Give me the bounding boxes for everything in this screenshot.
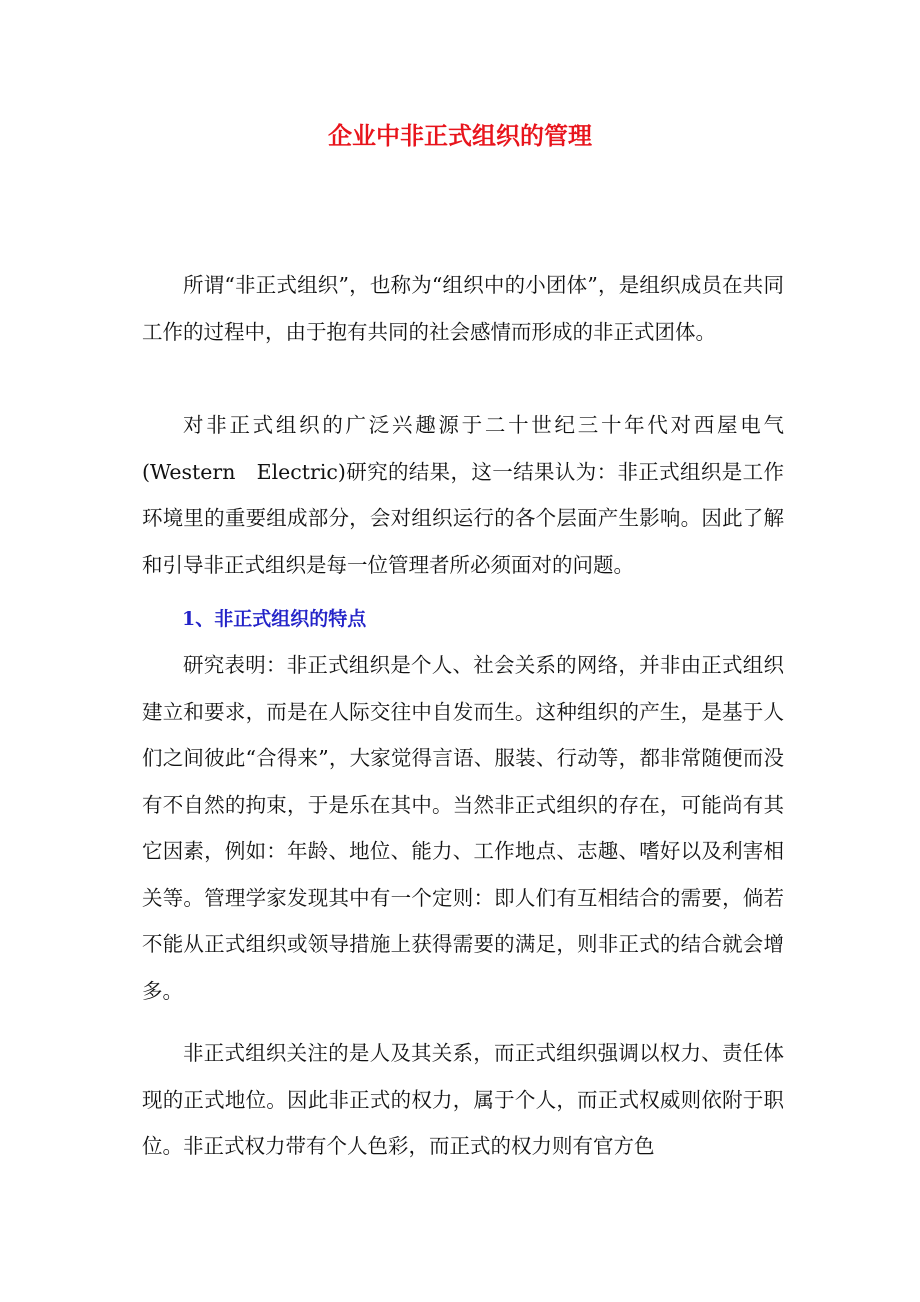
document-title: 企业中非正式组织的管理	[328, 121, 592, 150]
paragraph-background: 对非正式组织的广泛兴趣源于二十世纪三十年代对西屋电气(Western Electric)研究的结果，这一结果认为：非正式组织是工作环境里的重要组成部分，会对组织运行的各个层面产生影响。因此了解和引导非正式组织是每一位管理者所必须面对的问题。	[142, 413, 784, 577]
paragraph-power: 非正式组织关注的是人及其关系，而正式组织强调以权力、责任体现的正式地位。因此非正式的权力，属于个人，而正式权威则依附于职位。非正式权力带有个人色彩，而正式的权力则有官方色	[142, 1041, 784, 1158]
section-heading: 1、非正式组织的特点	[182, 608, 367, 630]
paragraph-characteristics: 研究表明：非正式组织是个人、社会关系的网络，并非由正式组织建立和要求，而是在人际交往中自发而生。这种组织的产生，是基于人们之间彼此“合得来”，大家觉得言语、服装、行动等，都非常随便而没有不自然的拘束，于是乐在其中。当然非正式组织的存在，可能尚有其它因素，例如：年龄、地位、能力、工作地点、志趣、嗜好以及利害相关等。管理学家发现其中有一个定则：即人们有互相结合的需要，倘若不能从正式组织或领导措施上获得需要的满足，则非正式的结合就会增多。	[142, 653, 784, 1003]
paragraph-definition: 所谓“非正式组织”，也称为“组织中的小团体”，是组织成员在共同工作的过程中，由于抱有共同的社会感情而形成的非正式团体。	[142, 273, 784, 344]
